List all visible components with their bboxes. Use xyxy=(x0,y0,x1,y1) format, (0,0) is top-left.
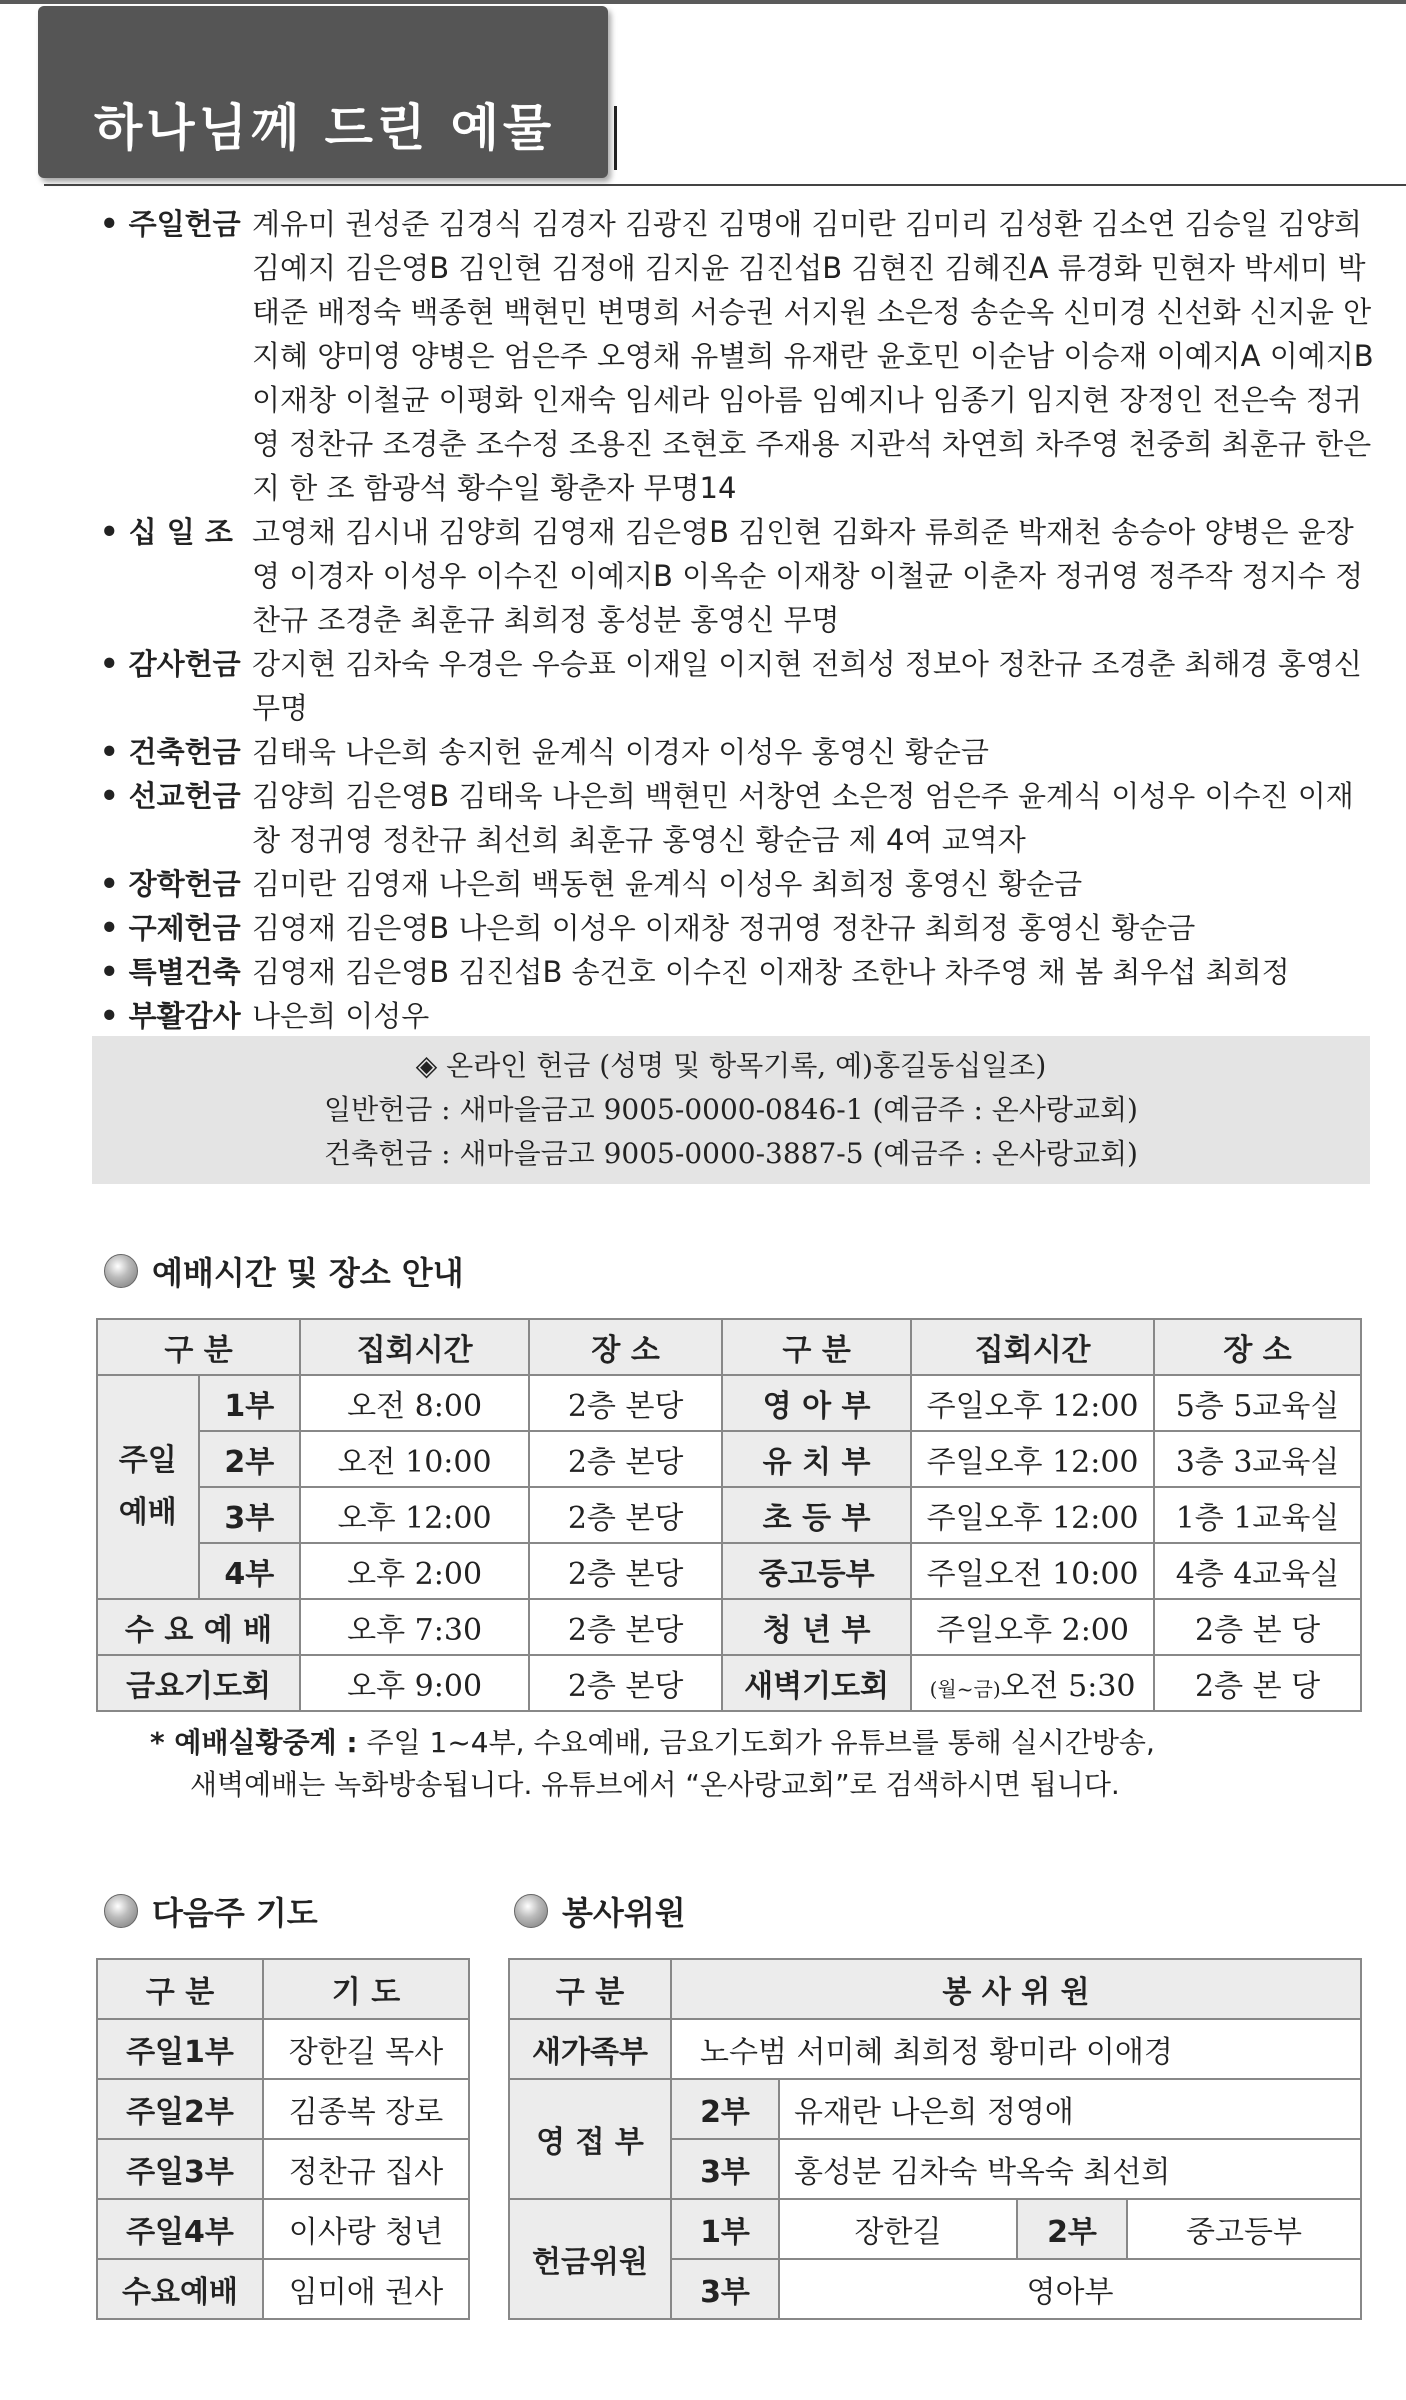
offering-row xyxy=(100,906,1380,950)
place-cell: 2층 본당 xyxy=(529,1599,722,1655)
time-cell: 오전 10:00 xyxy=(300,1431,529,1487)
offering-label: • 주일헌금 xyxy=(100,207,241,241)
table-row xyxy=(97,1655,1361,1711)
dept-time-cell: 주일오후 2:00 xyxy=(911,1599,1154,1655)
dept-time-cell xyxy=(911,1655,1154,1711)
offering-names: 강지현 김차숙 우경은 우승표 이재일 이지현 전희성 정보아 정찬규 조경춘 최해경 홍영신 무명 xyxy=(252,647,1362,725)
offerings-list xyxy=(100,202,1380,1038)
service-members-cell: 장한길 xyxy=(779,2199,1017,2259)
dept-place-cell: 3층 3교육실 xyxy=(1154,1431,1361,1487)
offering-names: 김태욱 나은희 송지헌 윤계식 이경자 이성우 홍영신 황순금 xyxy=(252,735,989,769)
wednesday-service-label: 수 요 예 배 xyxy=(97,1599,300,1655)
service-members-cell: 유재란 나은희 정영애 xyxy=(779,2079,1361,2139)
place-cell: 2층 본당 xyxy=(529,1431,722,1487)
header-cell: 장 소 xyxy=(529,1319,722,1375)
prayer-service-cell: 수요예배 xyxy=(97,2259,263,2319)
dept-place-cell: 4층 4교육실 xyxy=(1154,1543,1361,1599)
table-row xyxy=(509,2079,1361,2139)
offering-row xyxy=(100,994,1380,1038)
dept-time-cell: 주일오후 12:00 xyxy=(911,1431,1154,1487)
table-row xyxy=(97,2199,469,2259)
offering-label: • 건축헌금 xyxy=(100,735,241,769)
offering-row xyxy=(100,730,1380,774)
prayer-person-cell: 이사랑 청년 xyxy=(263,2199,469,2259)
offering-names: 계유미 권성준 김경식 김경자 김광진 김명애 김미란 김미리 김성환 김소연 김승일 김양희 김예지 김은영B 김인현 김정애 김지윤 김진섭B 김현진 김혜진A 류경화 민현자 박세미 박태준 배정숙 백종현 백현민 변명희 서승권 서지원 소은정 송순옥 신미경 신선화 신지윤 안지혜 양미영 양병은 엄은주 오영채 유별희 유재란 윤호민 이순남 이승재 이예지A 이예지B 이재창 이철균 이평화 인재숙 임세라 임아름 임예지나 임종기 임지현 장정인 전은숙 정귀영 정찬규 조경춘 조수정 조용진 조현호 주재용 지관석 차연희 차주영 천중희 최훈규 한은지 한 조 함광석 황수일 황춘자 무명14 xyxy=(252,207,1374,505)
table-header-row xyxy=(509,1959,1361,2019)
table-row xyxy=(97,1375,1361,1431)
part-cell: 3부 xyxy=(199,1487,301,1543)
prayer-person-cell: 장한길 목사 xyxy=(263,2019,469,2079)
offering-row xyxy=(100,510,1380,642)
service-title-text: 봉사위원 xyxy=(562,1894,686,1932)
offering-row xyxy=(100,202,1380,510)
table-header-row xyxy=(97,1319,1361,1375)
service-part-cell: 2부 xyxy=(1017,2199,1127,2259)
prayer-person-cell: 정찬규 집사 xyxy=(263,2139,469,2199)
header-cell: 봉 사 위 원 xyxy=(671,1959,1361,2019)
service-dept-cell: 헌금위원 xyxy=(509,2199,671,2319)
offering-label: • 장학헌금 xyxy=(100,867,241,901)
table-row xyxy=(97,2139,469,2199)
time-cell: 오후 2:00 xyxy=(300,1543,529,1599)
table-header-row xyxy=(97,1959,469,2019)
schedule-section-title xyxy=(104,1248,464,1294)
dept-place-cell: 5층 5교육실 xyxy=(1154,1375,1361,1431)
prayer-service-cell: 주일3부 xyxy=(97,2139,263,2199)
place-cell: 2층 본당 xyxy=(529,1543,722,1599)
header-banner xyxy=(38,6,608,178)
table-row xyxy=(97,2019,469,2079)
notice-text-2: 새벽예배는 녹화방송됩니다. 유튜브에서 “온사랑교회”로 검색하시면 됩니다. xyxy=(190,1768,1120,1801)
dept-cell: 중고등부 xyxy=(722,1543,911,1599)
bullet-circle-icon xyxy=(514,1894,548,1928)
table-row xyxy=(97,2079,469,2139)
notice-label: * 예배실황중계 : xyxy=(150,1726,358,1759)
prayer-table xyxy=(96,1958,470,2320)
header-cell: 구 분 xyxy=(509,1959,671,2019)
notice-text-1: 주일 1~4부, 수요예배, 금요기도회가 유튜브를 통해 실시간방송, xyxy=(357,1726,1155,1759)
dept-place-cell: 2층 본 당 xyxy=(1154,1599,1361,1655)
dept-cell: 새벽기도회 xyxy=(722,1655,911,1711)
header-cell: 장 소 xyxy=(1154,1319,1361,1375)
header-cell: 구 분 xyxy=(97,1959,263,2019)
offering-row xyxy=(100,774,1380,862)
dept-cell: 청 년 부 xyxy=(722,1599,911,1655)
header-cell: 집회시간 xyxy=(911,1319,1154,1375)
prayer-service-cell: 주일1부 xyxy=(97,2019,263,2079)
livestream-notice xyxy=(150,1722,1360,1806)
table-row xyxy=(97,2259,469,2319)
part-cell: 1부 xyxy=(199,1375,301,1431)
header-cell: 구 분 xyxy=(722,1319,911,1375)
dept-time-cell: 주일오후 12:00 xyxy=(911,1487,1154,1543)
dept-cell: 영 아 부 xyxy=(722,1375,911,1431)
table-row xyxy=(97,1487,1361,1543)
service-dept-cell: 새가족부 xyxy=(509,2019,671,2079)
dawn-time: 오전 5:30 xyxy=(1000,1669,1136,1704)
offering-row xyxy=(100,642,1380,730)
dept-place-cell: 2층 본 당 xyxy=(1154,1655,1361,1711)
place-cell: 2층 본당 xyxy=(529,1487,722,1543)
header-cursor-bar xyxy=(614,106,617,170)
header-cell: 집회시간 xyxy=(300,1319,529,1375)
prayer-service-cell: 주일2부 xyxy=(97,2079,263,2139)
service-part-cell: 3부 xyxy=(671,2139,779,2199)
service-members-cell: 홍성분 김차숙 박옥숙 최선희 xyxy=(779,2139,1361,2199)
dept-cell: 초 등 부 xyxy=(722,1487,911,1543)
service-members-cell: 중고등부 xyxy=(1127,2199,1361,2259)
offering-names: 나은희 이성우 xyxy=(252,999,430,1033)
service-members-cell: 영아부 xyxy=(779,2259,1361,2319)
dept-time-cell: 주일오전 10:00 xyxy=(911,1543,1154,1599)
table-row xyxy=(97,1431,1361,1487)
prayer-title-text: 다음주 기도 xyxy=(152,1894,318,1932)
offering-label: • 감사헌금 xyxy=(100,647,241,681)
offering-label: • 구제헌금 xyxy=(100,911,241,945)
time-cell: 오후 9:00 xyxy=(300,1655,529,1711)
offering-label: • 부활감사 xyxy=(100,999,241,1033)
prayer-person-cell: 김종복 장로 xyxy=(263,2079,469,2139)
dept-cell: 유 치 부 xyxy=(722,1431,911,1487)
offering-label: • 선교헌금 xyxy=(100,779,241,813)
sunday-service-label: 주일 예배 xyxy=(97,1375,199,1599)
offering-label: • 십 일 조 xyxy=(100,515,233,549)
table-row xyxy=(509,2019,1361,2079)
page-title: 하나님께 드린 예물 xyxy=(94,99,556,157)
bullet-circle-icon xyxy=(104,1894,138,1928)
offering-names: 고영채 김시내 김양희 김영재 김은영B 김인현 김화자 류희준 박재천 송승아 양병은 윤장영 이경자 이성우 이수진 이예지B 이옥순 이재창 이철균 이춘자 정귀영 정주작 정지수 정찬규 조경춘 최훈규 최희정 홍성분 홍영신 무명 xyxy=(252,515,1364,637)
general-account-line: 일반헌금 : 새마을금고 9005-0000-0846-1 (예금주 : 온사랑교회) xyxy=(324,1093,1138,1126)
part-cell: 2부 xyxy=(199,1431,301,1487)
offering-names: 김영재 김은영B 김진섭B 송건호 이수진 이재창 조한나 차주영 채 봄 최우섭 최희정 xyxy=(252,955,1290,989)
service-table xyxy=(508,1958,1362,2320)
table-row xyxy=(509,2199,1361,2259)
table-row xyxy=(97,1543,1361,1599)
place-cell: 2층 본당 xyxy=(529,1655,722,1711)
time-cell: 오전 8:00 xyxy=(300,1375,529,1431)
offering-names: 김양희 김은영B 김태욱 나은희 백현민 서창연 소은정 엄은주 윤계식 이성우 이수진 이재창 정귀영 정찬규 최선희 최훈규 홍영신 황순금 제 4여 교역자 xyxy=(252,779,1354,857)
schedule-title-text: 예배시간 및 장소 안내 xyxy=(152,1254,464,1292)
time-cell: 오후 7:30 xyxy=(300,1599,529,1655)
service-part-cell: 1부 xyxy=(671,2199,779,2259)
dept-time-cell: 주일오후 12:00 xyxy=(911,1375,1154,1431)
service-dept-cell: 영 접 부 xyxy=(509,2079,671,2199)
online-offering-box xyxy=(92,1036,1370,1184)
online-offering-heading: ◈ 온라인 헌금 (성명 및 항목기록, 예)홍길동십일조) xyxy=(415,1049,1047,1082)
offering-names: 김미란 김영재 나은희 백동현 윤계식 이성우 최희정 홍영신 황순금 xyxy=(252,867,1083,901)
time-cell: 오후 12:00 xyxy=(300,1487,529,1543)
bullet-circle-icon xyxy=(104,1254,138,1288)
building-account-line: 건축헌금 : 새마을금고 9005-0000-3887-5 (예금주 : 온사랑교회) xyxy=(324,1137,1138,1170)
prayer-person-cell: 임미애 권사 xyxy=(263,2259,469,2319)
header-cell: 기 도 xyxy=(263,1959,469,2019)
offering-row xyxy=(100,862,1380,906)
table-row xyxy=(97,1599,1361,1655)
offering-label: • 특별건축 xyxy=(100,955,241,989)
part-cell: 4부 xyxy=(199,1543,301,1599)
dept-place-cell: 1층 1교육실 xyxy=(1154,1487,1361,1543)
top-border-line xyxy=(0,0,1406,4)
place-cell: 2층 본당 xyxy=(529,1375,722,1431)
header-divider xyxy=(44,184,1406,186)
offering-row xyxy=(100,950,1380,994)
prayer-service-cell: 주일4부 xyxy=(97,2199,263,2259)
service-part-cell: 3부 xyxy=(671,2259,779,2319)
service-members-cell: 노수범 서미혜 최희정 황미라 이애경 xyxy=(671,2019,1361,2079)
prayer-section-title xyxy=(104,1888,318,1934)
offering-names: 김영재 김은영B 나은희 이성우 이재창 정귀영 정찬규 최희정 홍영신 황순금 xyxy=(252,911,1196,945)
schedule-table xyxy=(96,1318,1362,1712)
friday-prayer-label: 금요기도회 xyxy=(97,1655,300,1711)
service-part-cell: 2부 xyxy=(671,2079,779,2139)
service-section-title xyxy=(514,1888,686,1934)
weekday-range: (월~금) xyxy=(929,1677,1001,1701)
header-cell: 구 분 xyxy=(97,1319,300,1375)
